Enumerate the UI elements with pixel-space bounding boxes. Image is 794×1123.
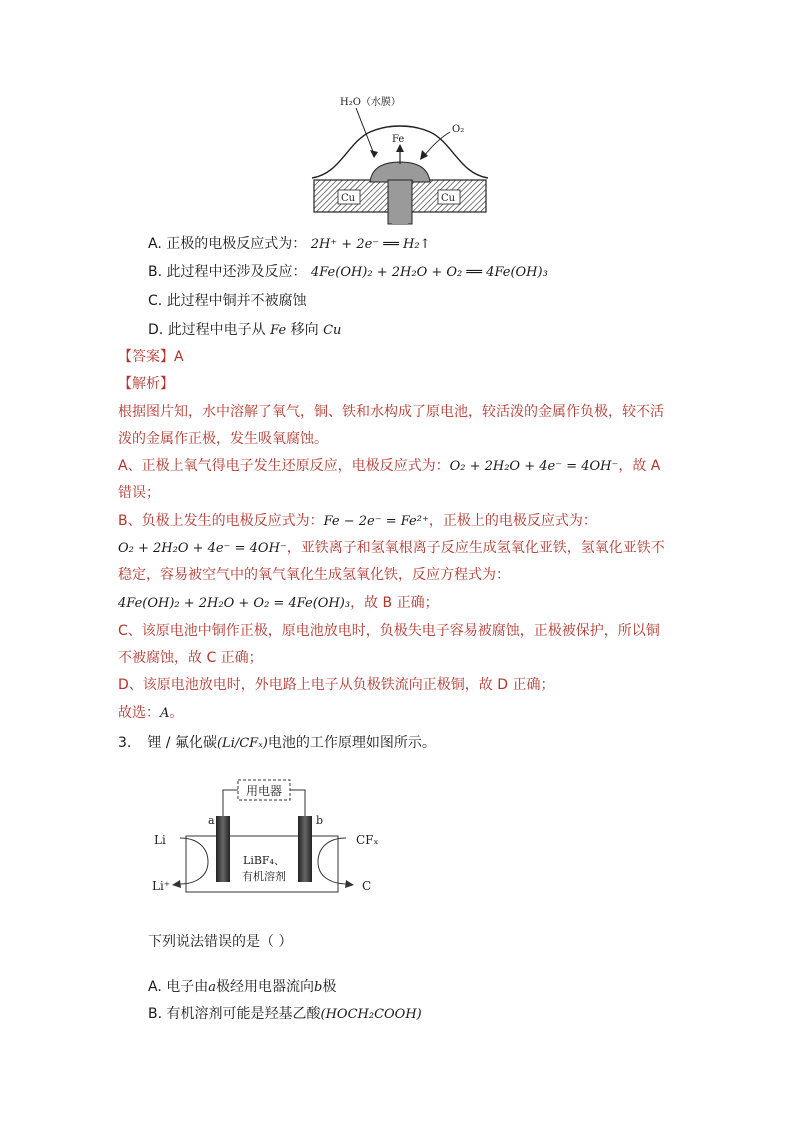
- battery-figure: [150, 772, 390, 902]
- q2-option-a: A. 正极的电极反应式为： 2H⁺ + 2e⁻ ══ H₂↑: [148, 236, 431, 252]
- analysis-line-7: 稳定，容易被空气中的氧气氧化生成氢氧化铁，反应方程式为：: [118, 567, 510, 583]
- label-b: b: [316, 814, 324, 827]
- label-c: C: [362, 879, 372, 893]
- iron-rivet: [370, 162, 430, 182]
- analysis-line-6: O₂ + 2H₂O + 4e⁻ = 4OH⁻，亚铁离子和氢氧根离子反应生成氢氧化亚铁，氢氧化亚铁不: [118, 540, 665, 556]
- analysis-line-4: 错误；: [118, 485, 160, 501]
- q2-option-b: B. 此过程中还涉及反应： 4Fe(OH)₂ + 2H₂O + O₂ ══ 4Fe(OH)₃: [148, 264, 548, 280]
- analysis-line-8: 4Fe(OH)₂ + 2H₂O + O₂ = 4Fe(OH)₃，故 B 正确；: [118, 595, 439, 611]
- analysis-line-11: D、该原电池放电时，外电路上电子从负极铁流向正极铜，故 D 正确；: [118, 677, 555, 693]
- electrolyte-line-1: LiBF₄、: [243, 854, 285, 867]
- label-li-plus: Li⁺: [152, 879, 171, 893]
- o2-label: O₂: [452, 124, 465, 135]
- answer-line: 【答案】A: [118, 349, 184, 365]
- device-label: 用电器: [245, 784, 283, 798]
- electrode-a: [216, 816, 230, 882]
- label-a: a: [208, 814, 215, 827]
- label-li: Li: [154, 833, 166, 847]
- analysis-line-2: 泼的金属作正极，发生吸氧腐蚀。: [118, 431, 328, 447]
- electrolyte-line-2: 有机溶剂: [242, 870, 286, 883]
- analysis-line-3: A、正极上氧气得电子发生还原反应，电极反应式为：O₂ + 2H₂O + 4e⁻ = 4OH⁻，故 A: [118, 458, 661, 474]
- analysis-line-9: C、该原电池中铜作正极，原电池放电时，负极失电子容易被腐蚀，正极被保护，所以铜: [118, 623, 660, 639]
- corrosion-figure: [300, 92, 500, 232]
- q3-question: 下列说法错误的是（ ）: [148, 934, 293, 950]
- q3-option-b: B. 有机溶剂可能是羟基乙酸(HOCH₂COOH): [148, 1006, 422, 1022]
- analysis-line-5: B、负极上发生的电极反应式为：Fe − 2e⁻ = Fe²⁺，正极上的电极反应式为：: [118, 513, 597, 529]
- analysis-line-10: 不被腐蚀，故 C 正确；: [118, 650, 263, 666]
- q3-stem: 3. 锂 / 氟化碳(Li/CFₓ)电池的工作原理如图所示。: [118, 735, 436, 751]
- label-cfx: CFₓ: [356, 833, 379, 847]
- analysis-label: 【解析】: [118, 376, 174, 392]
- electrode-b: [298, 816, 312, 882]
- analysis-line-12: 故选：A。: [118, 705, 184, 721]
- cu-left-label: Cu: [341, 193, 356, 204]
- q3-option-a: A. 电子由a极经用电器流向b极: [148, 979, 337, 995]
- fe-label: Fe: [392, 134, 405, 145]
- analysis-line-1: 根据图片知，水中溶解了氧气，铜、铁和水构成了原电池，较活泼的金属作负极，较不活: [118, 404, 664, 420]
- h2o-label: H₂O（水膜）: [340, 97, 401, 108]
- q2-option-d: D. 此过程中电子从 Fe 移向 Cu: [148, 322, 342, 338]
- q2-option-c: C. 此过程中铜并不被腐蚀: [148, 293, 307, 309]
- cu-right-label: Cu: [441, 193, 456, 204]
